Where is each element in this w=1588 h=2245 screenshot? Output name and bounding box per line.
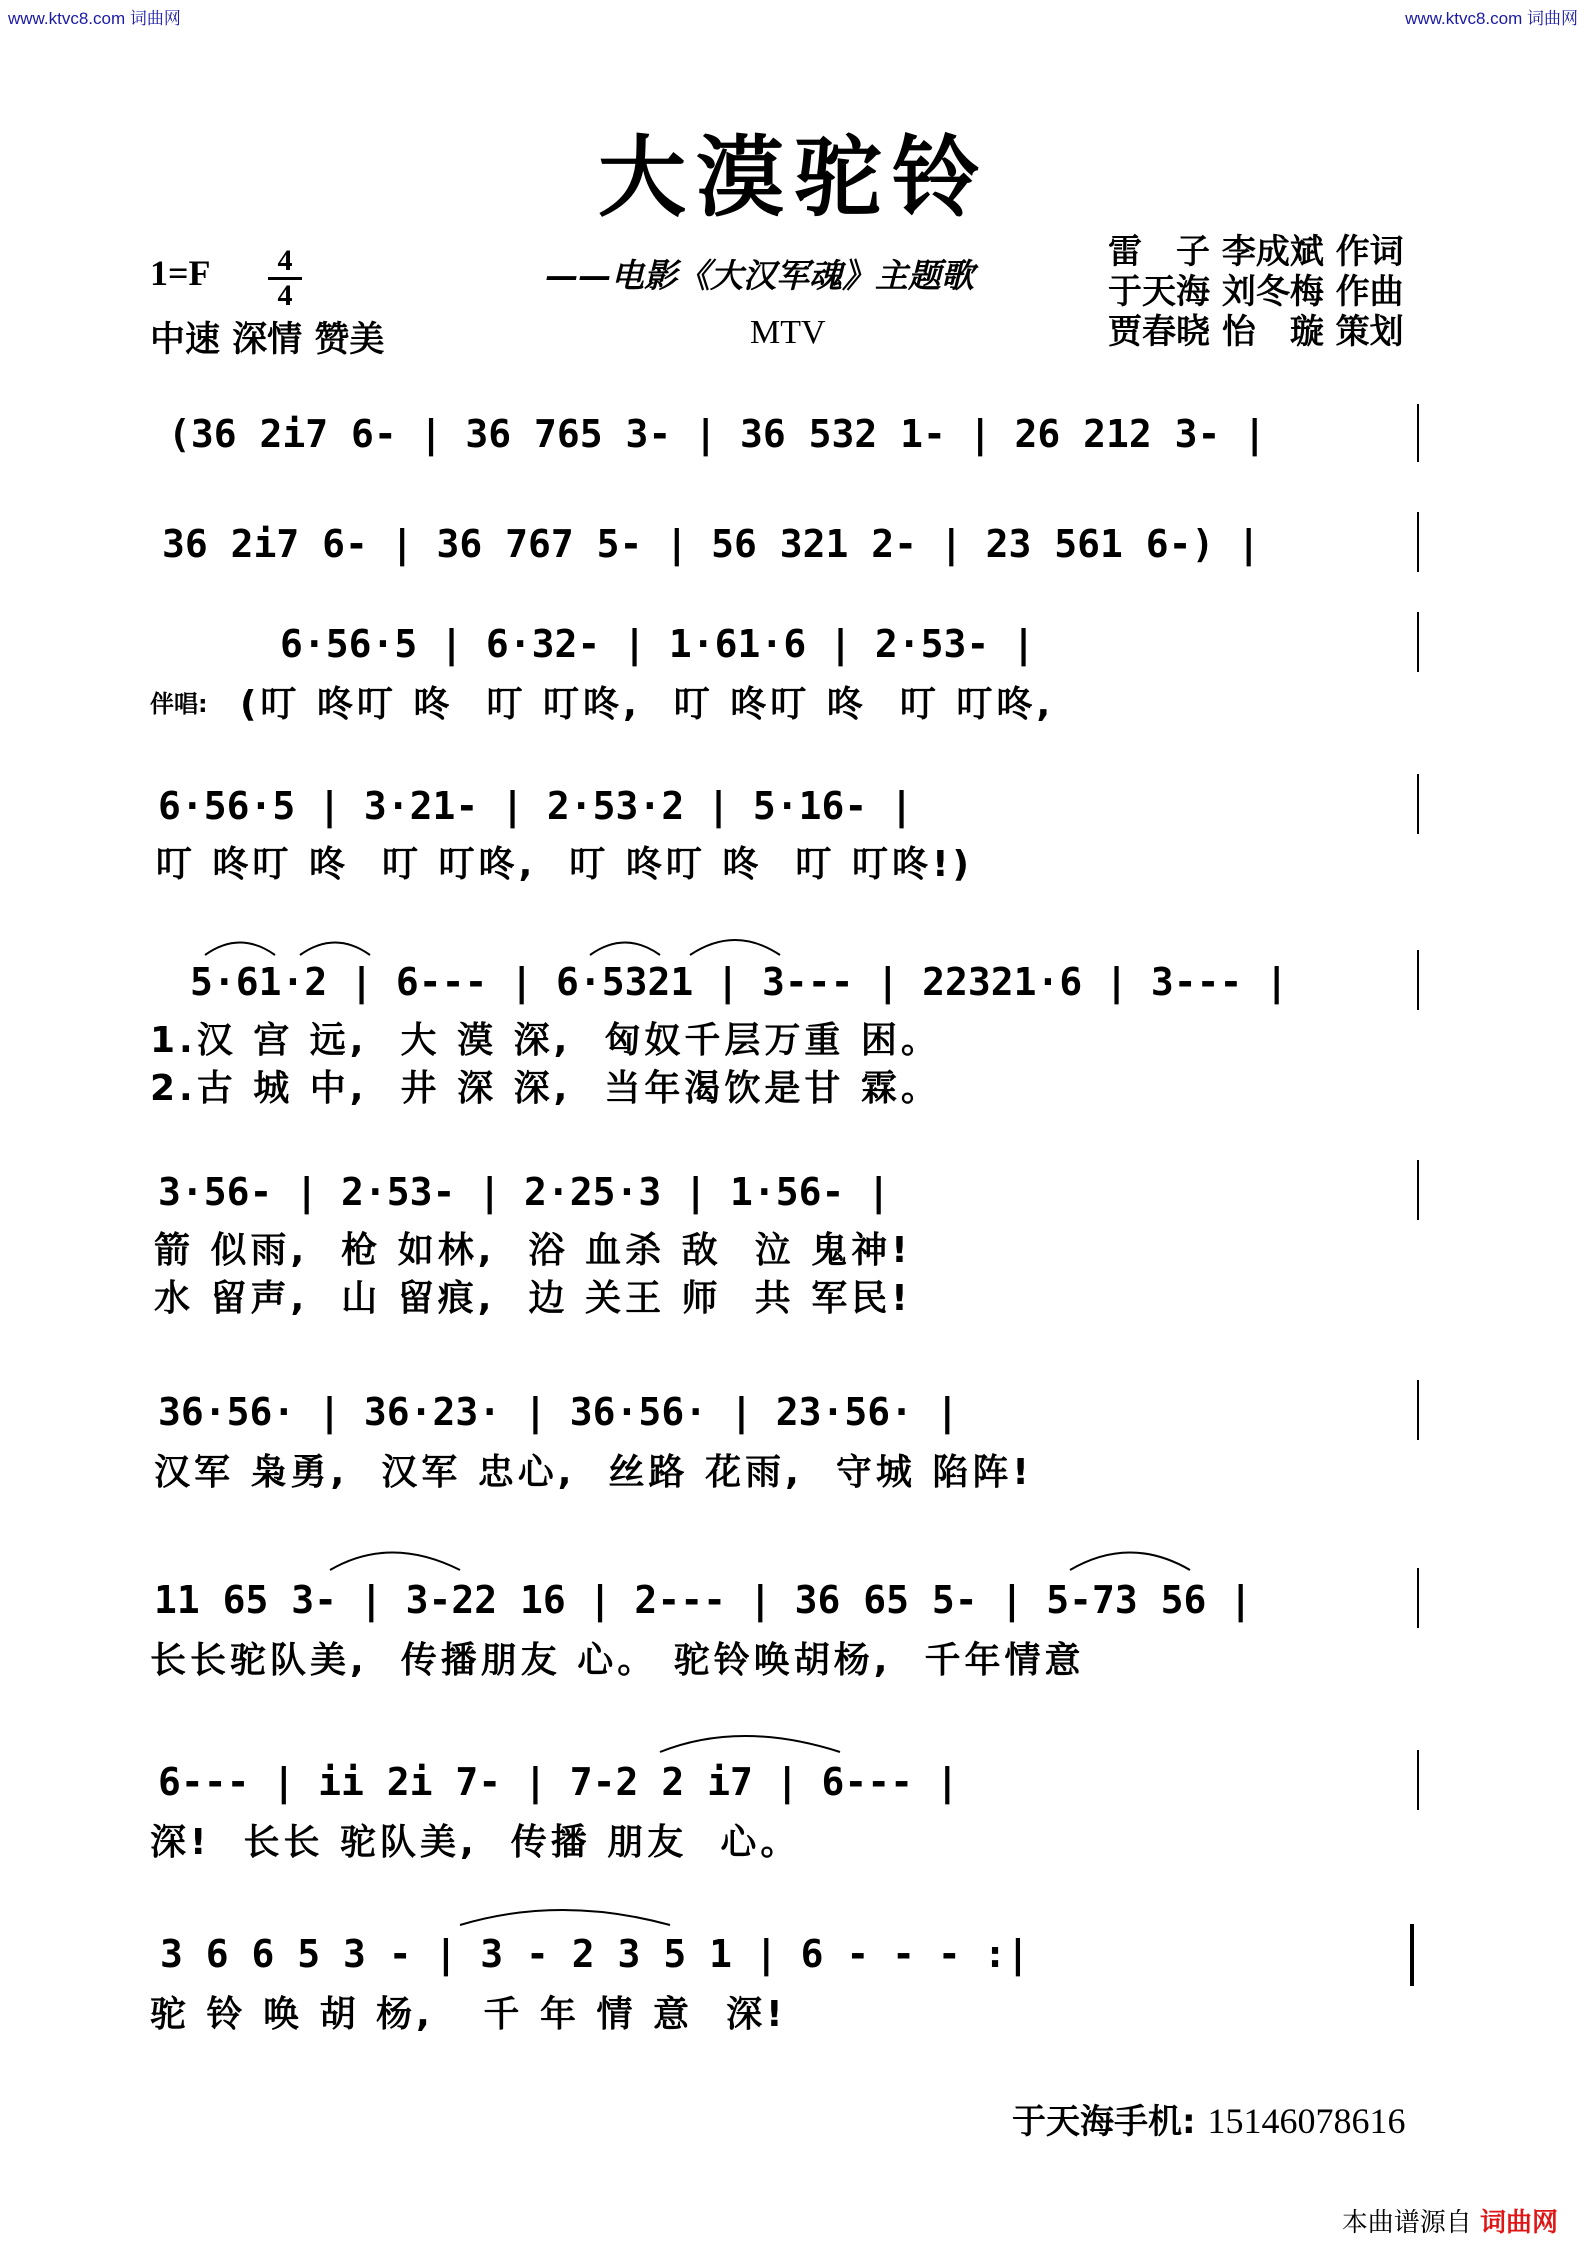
lyrics-line-7: 汉军 枭勇, 汉军 忠心, 丝路 花雨, 守城 陷阵!: [154, 1452, 1033, 1493]
notes-line-8: 11 65 3- | 3-22 16 | 2--- | 36 65 5- | 5-73 56 |: [154, 1578, 1253, 1622]
notes-line-4: 6·56·5 | 3·21- | 2·53·2 | 5·16- |: [158, 784, 913, 828]
slur-5: [330, 1553, 460, 1571]
lyrics-line-3: (叮 咚叮 咚 叮 叮咚, 叮 咚叮 咚 叮 叮咚,: [240, 684, 1055, 725]
lyrics-line-5-verse-2: 2.古 城 中, 井 深 深, 当年渴饮是甘 霖。: [150, 1068, 941, 1109]
slur-8: [460, 1910, 670, 1925]
contact-phone: [1012, 2094, 1405, 2143]
credit-lyrics: 雷 子 李成斌 作词: [1108, 232, 1404, 272]
lyrics-line-9: 深! 长长 驼队美, 传播 朋友 心。: [150, 1822, 801, 1863]
lyrics-line-6-verse-2: 水 留声, 山 留痕, 边 关王 师 共 军民!: [154, 1278, 912, 1319]
mtv-label: MTV: [750, 314, 826, 351]
lyrics-line-8: 长长驼队美, 传播朋友 心。 驼铃唤胡杨, 千年情意: [150, 1640, 1085, 1681]
song-title: 大漠驼铃: [597, 125, 990, 229]
phone-number: 15146078616: [1207, 2101, 1406, 2141]
subtitle: ——电影《大汉军魂》主题歌: [545, 256, 974, 295]
notes-line-2: 36 2i7 6- | 36 767 5- | 56 321 2- | 23 561 6-) |: [162, 522, 1261, 566]
slur-6: [1070, 1553, 1190, 1571]
time-top: 4: [277, 244, 293, 277]
notes-line-1: (36 2i7 6- | 36 765 3- | 36 532 1- | 26 212 3- |: [168, 412, 1267, 456]
notes-line-5: 5·61·2 | 6--- | 6·5321 | 3--- | 22321·6 | 3--- |: [190, 960, 1289, 1004]
slur-3: [590, 943, 660, 956]
notes-line-6: 3·56- | 2·53- | 2·25·3 | 1·56- |: [158, 1170, 891, 1214]
phone-label: 于天海手机:: [1012, 2102, 1196, 2142]
lyrics-line-4: 叮 咚叮 咚 叮 叮咚, 叮 咚叮 咚 叮 叮咚!): [156, 844, 973, 885]
slur-7: [660, 1736, 840, 1752]
accompaniment-label: 伴唱:: [150, 690, 208, 718]
footer-text: 本曲谱源自: [1341, 2208, 1472, 2238]
footer-source: [1342, 2202, 1558, 2239]
key-signature: 1=F: [150, 253, 211, 293]
slur-4: [690, 940, 780, 955]
slur-1: [205, 943, 275, 956]
time-bottom: 4: [277, 279, 293, 312]
tempo-marking: 中速 深情 赞美: [150, 320, 385, 360]
watermark-right: www.ktvc8.com 词曲网: [1405, 9, 1578, 28]
credit-music: 于天海 刘冬梅 作曲: [1108, 272, 1404, 312]
notes-line-3: 6·56·5 | 6·32- | 1·61·6 | 2·53- |: [280, 622, 1035, 666]
notes-line-10: 3 6 6 5 3 - | 3 - 2 3 5 1 | 6 - - - :|: [160, 1932, 1030, 1976]
credit-planning: 贾春晓 怡 璇 策划: [1108, 312, 1404, 352]
lyrics-line-5-verse-1: 1.汉 宫 远, 大 漠 深, 匈奴千层万重 困。: [150, 1020, 941, 1061]
notes-line-7: 36·56· | 36·23· | 36·56· | 23·56· |: [158, 1390, 959, 1434]
slur-2: [300, 943, 370, 956]
lyrics-line-6-verse-1: 箭 似雨, 枪 如林, 浴 血杀 敌 泣 鬼神!: [154, 1230, 912, 1271]
watermark-left: www.ktvc8.com 词曲网: [8, 9, 181, 28]
notes-line-9: 6--- | ii 2i 7- | 7-2 2 i7 | 6--- |: [158, 1760, 959, 1804]
lyrics-line-10: 驼 铃 唤 胡 杨, 千 年 情 意 深!: [150, 1994, 787, 2035]
footer-site-link[interactable]: 词曲网: [1479, 2208, 1558, 2238]
